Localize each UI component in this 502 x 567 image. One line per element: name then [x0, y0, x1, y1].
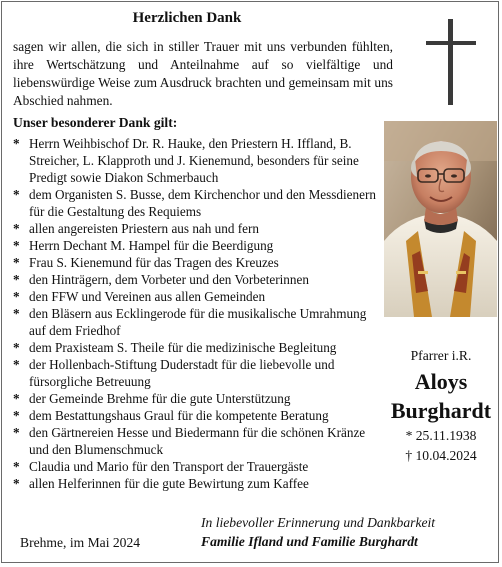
thanks-item — [13, 356, 383, 390]
thanks-item — [13, 339, 383, 356]
place-date: Brehme, im Mai 2024 — [20, 535, 141, 550]
bullet-icon: * — [13, 272, 20, 287]
thanks-item — [13, 475, 383, 492]
thanks-item-text: der Hollenbach-Stiftung Duderstadt für die liebevolle und fürsorgliche Betreuung — [29, 357, 335, 389]
deceased-role: Pfarrer i.R. — [410, 348, 472, 363]
portrait-photo — [384, 121, 497, 317]
intro-text: sagen wir allen, die sich in stiller Trauer mit uns verbunden fühlten, ihre Wertschätzung und Anteilnahme auf so vielfältige und liebenswürdige Weise zum Ausdruck brachten und gemeinsam mit uns Abschied nahmen. — [13, 39, 393, 108]
thanks-item-text: Herrn Weihbischof Dr. R. Hauke, den Priestern H. Iffland, B. Streicher, L. Klapproth und J. Kienemund, besonders für seine Predigt sowie Diakon Schmerbauch — [29, 136, 359, 185]
thanks-item — [13, 407, 383, 424]
thanks-item-text: Frau S. Kienemund für das Tragen des Kreuzes — [29, 255, 279, 270]
deceased-first-name: Aloys — [414, 369, 468, 394]
death-date: † 10.04.2024 — [405, 448, 477, 463]
thanks-item-text: den Bläsern aus Ecklingerode für die musikalische Umrahmung auf dem Friedhof — [29, 306, 367, 338]
thanks-item — [13, 237, 383, 254]
bullet-icon: * — [13, 238, 20, 253]
bullet-icon: * — [13, 340, 20, 355]
deceased-last-name: Burghardt — [390, 398, 492, 423]
bullet-icon: * — [13, 408, 20, 423]
thanks-item — [13, 458, 383, 475]
bullet-icon: * — [13, 306, 20, 321]
bullet-icon: * — [13, 255, 20, 270]
thanks-item-text: den Hinträgern, dem Vorbeter und den Vorbeterinnen — [29, 272, 309, 287]
thanks-item-text: allen Helferinnen für die gute Bewirtung zum Kaffee — [29, 476, 309, 491]
thanks-item — [13, 424, 383, 458]
thanks-item — [13, 186, 383, 220]
thanks-item — [13, 390, 383, 407]
bullet-icon: * — [13, 476, 20, 491]
bullet-icon: * — [13, 187, 20, 202]
thanks-item — [13, 135, 383, 186]
thanks-item-text: der Gemeinde Brehme für die gute Unterstützung — [29, 391, 291, 406]
thanks-item — [13, 220, 383, 237]
heading: Herzlichen Dank — [132, 10, 242, 26]
bullet-icon: * — [13, 357, 20, 372]
thanks-item-text: allen angereisten Priestern aus nah und fern — [29, 221, 259, 236]
thanks-item — [13, 305, 383, 339]
bullet-icon: * — [13, 391, 20, 406]
thanks-item-text: den Gärtnereien Hesse und Biedermann für die schönen Kränze und den Blumenschmuck — [29, 425, 366, 457]
bullet-icon: * — [13, 136, 20, 151]
thanks-item — [13, 271, 383, 288]
thanks-item — [13, 288, 383, 305]
thanks-subheading: Unser besonderer Dank gilt: — [13, 115, 178, 130]
obituary-card — [1, 1, 499, 563]
thanks-list — [13, 135, 383, 492]
thanks-item-text: Herrn Dechant M. Hampel für die Beerdigung — [29, 238, 274, 253]
thanks-item-text: Claudia und Mario für den Transport der Trauergäste — [29, 459, 309, 474]
bullet-icon: * — [13, 221, 20, 236]
thanks-item-text: dem Bestattungshaus Graul für die kompetente Beratung — [29, 408, 329, 423]
cross-icon — [422, 19, 480, 105]
thanks-item-text: den FFW und Vereinen aus allen Gemeinden — [29, 289, 266, 304]
family-signature: Familie Ifland und Familie Burghardt — [201, 534, 418, 549]
thanks-item-text: dem Praxisteam S. Theile für die medizinische Begleitung — [29, 340, 337, 355]
bullet-icon: * — [13, 425, 20, 440]
thanks-item-text: dem Organisten S. Busse, dem Kirchenchor und den Messdienern für die Gestaltung des Requiems — [29, 187, 376, 219]
bullet-icon: * — [13, 289, 20, 304]
memory-line: In liebevoller Erinnerung und Dankbarkeit — [201, 515, 436, 530]
thanks-item — [13, 254, 383, 271]
birth-date: * 25.11.1938 — [405, 428, 477, 443]
bullet-icon: * — [13, 459, 20, 474]
